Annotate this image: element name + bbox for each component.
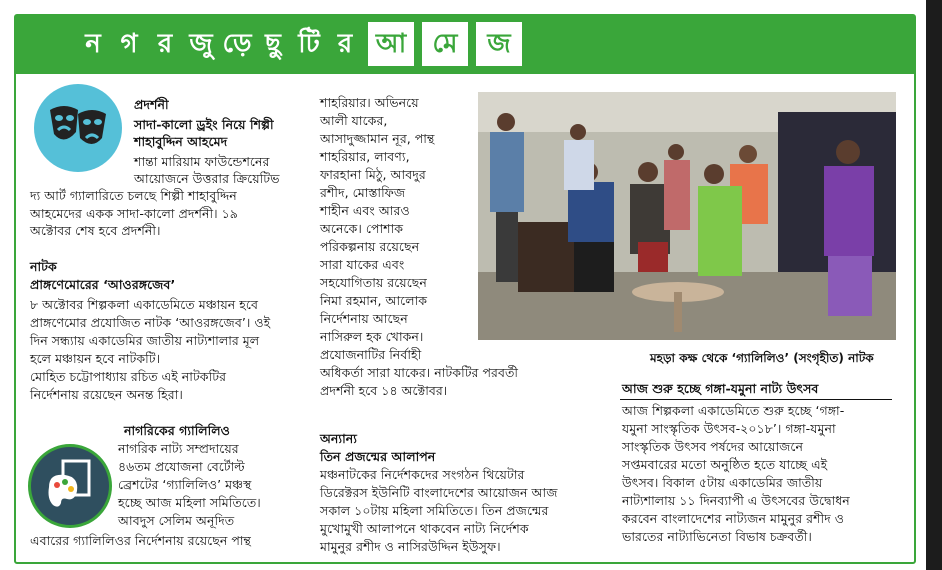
- exhibition-body: অক্টোবর শেষ হবে প্রদর্শনী।: [30, 223, 161, 238]
- section-banner: [16, 16, 914, 74]
- banner-char: টি: [298, 29, 320, 59]
- cast-text: নিমা রহমান, আলোক: [320, 293, 428, 308]
- cast-text: শাহীন এবং আরও: [320, 203, 410, 218]
- festival-body: যমুনা সাংস্কৃতিক উৎসব-২০১৮’। গঙ্গা-যমুনা: [622, 421, 836, 436]
- festival-body: সপ্তমবারের মতো অনুষ্ঠিত হতে যাচ্ছে এই: [622, 457, 828, 472]
- cast-text: আলী যাকের,: [320, 113, 388, 128]
- festival-title: আজ শুরু হচ্ছে গঙ্গা-যমুনা নাট্য উৎসব: [622, 381, 819, 396]
- galileo-title: নাগরিকের গ্যালিলিও: [124, 423, 230, 438]
- others-category: অন্যান্য: [320, 431, 357, 446]
- play-body: দিন সন্ধ্যায় একাডেমির জাতীয় নাট্যশালার মূল: [30, 333, 260, 348]
- cast-text: অনেকে। পোশাক: [320, 221, 404, 236]
- rehearsal-photo: [478, 92, 896, 340]
- banner-boxed-char: আ: [368, 22, 414, 66]
- festival-body: করবেন বাংলাদেশের নাট্যজন মামুনুর রশীদ ও: [622, 511, 844, 526]
- banner-title: [76, 24, 362, 64]
- festival-body: সাংস্কৃতিক উৎসব পর্ষদের আয়োজনে: [622, 439, 803, 454]
- cast-text: পরিকল্পনায় রয়েছেন: [320, 239, 420, 254]
- exhibition-category: প্রদর্শনী: [134, 97, 169, 112]
- galileo-body: এবারের গ্যালিলিওর নির্দেশনায় রয়েছেন পান্থ: [30, 533, 251, 548]
- edge-strip: [926, 0, 942, 570]
- exhibition-title-2: শাহাবুদ্দিন আহমেদ: [134, 134, 228, 149]
- cast-text: ফারহানা মিঠু, আবদুর: [320, 167, 426, 182]
- cast-text: প্রযোজনাটির নির্বাহী: [320, 347, 422, 362]
- festival-body: আজ শিল্পকলা একাডেমিতে শুরু হচ্ছে ‘গঙ্গা-: [622, 403, 845, 418]
- banner-char: র: [337, 29, 353, 59]
- galileo-body: আবদুস সেলিম অনূদিত: [118, 513, 235, 528]
- cast-text: অধিকর্তা সারা যাকের। নাটকটির পরবর্তী: [320, 365, 519, 380]
- others-body: ডিরেক্টরস ইউনিটি বাংলাদেশের আয়োজন আজ: [320, 485, 558, 500]
- galileo-body: হচ্ছে আজ মহিলা সমিতিতে।: [118, 495, 261, 510]
- exhibition-title-1: সাদা-কালো ড্রইং নিয়ে শিল্পী: [134, 117, 274, 132]
- cast-text: শাহরিয়ার। অভিনয়ে: [320, 95, 419, 110]
- painting-palette-icon: [28, 444, 112, 528]
- banner-title-boxed: [368, 22, 522, 66]
- festival-body: ভারতের নাট্যাভিনেতা বিভাষ চক্রবর্তী।: [622, 529, 812, 544]
- banner-char: ছু: [265, 29, 281, 59]
- play-body: ৮ অক্টোবর শিল্পকলা একাডেমিতে মঞ্চায়ন হবে: [30, 297, 258, 312]
- exhibition-body: আয়োজনে উত্তরার ক্রিয়েটিভ: [134, 171, 280, 186]
- play-body: হলে মঞ্চায়ন হবে নাটকটি।: [30, 351, 161, 366]
- cast-text: শাহরিয়ার, লাবণ্য,: [320, 149, 410, 164]
- banner-boxed-char: জ: [476, 22, 522, 66]
- galileo-body: ব্রেশটের ‘গ্যালিলিও’ মঞ্চস্থ: [118, 477, 252, 492]
- banner-char: র: [157, 29, 173, 59]
- cast-text: নাসিরুল হক খোকন।: [320, 329, 424, 344]
- play-category: নাটক: [30, 259, 57, 274]
- cast-text: আসাদুজ্জামান নূর, পান্থ: [320, 131, 435, 146]
- others-body: মুখোমুখী আলাপনে থাকবেন নাট্য নির্দেশক: [320, 521, 529, 536]
- others-body: সকাল ১০টায় মহিলা সমিতিতে। তিন প্রজন্মের: [320, 503, 549, 518]
- others-body: মামুনুর রশীদ ও নাসিরউদ্দিন ইউসুফ।: [320, 539, 501, 554]
- play-body: মোহিত চট্টোপাধ্যায় রচিত এই নাটকটির: [30, 369, 227, 384]
- others-body: মঞ্চনাটকের নির্দেশকদের সংগঠন থিয়েটার: [320, 467, 525, 482]
- exhibition-body: দ্য আর্ট গ্যালারিতে চলছে শিল্পী শাহাবুদ্দিন: [30, 188, 237, 203]
- cast-text: নির্দেশনায় আছেন: [320, 311, 408, 326]
- exhibition-body: শান্তা মারিয়াম ফাউন্ডেশনের: [134, 154, 270, 169]
- photo-caption: মহড়া কক্ষ থেকে ‘গ্যালিলিও’ (সংগৃহীত) নাটক: [650, 351, 874, 365]
- others-title: তিন প্রজন্মের আলাপন: [320, 449, 436, 464]
- exhibition-body: আহমেদের একক সাদা-কালো প্রদর্শনী। ১৯: [30, 206, 238, 221]
- banner-boxed-char: মে: [422, 22, 468, 66]
- banner-char: জু: [189, 29, 213, 59]
- play-title: প্রাঙ্গণেমোরের ‘আওরঙ্গজেব’: [30, 277, 176, 292]
- theatre-masks-icon: [34, 84, 122, 172]
- galileo-body: ৪৬তম প্রযোজনা বের্টোল্ট: [118, 459, 245, 474]
- cast-text: সারা যাকের এবং: [320, 257, 405, 272]
- festival-body: উৎসব। বিকাল ৫টায় একাডেমির জাতীয়: [622, 475, 823, 490]
- cast-text: রশীদ, মোস্তাফিজ: [320, 185, 406, 200]
- banner-char: গ: [120, 29, 138, 59]
- galileo-body: নাগরিক নাট্য সম্প্রদায়ের: [118, 441, 239, 456]
- banner-char: ন: [85, 29, 101, 59]
- banner-char: ড়ে: [222, 29, 252, 59]
- cast-text: সহযোগিতায় রয়েছেন: [320, 275, 427, 290]
- divider: [620, 399, 892, 400]
- cast-text: প্রদর্শনী হবে ১৪ অক্টোবর।: [320, 383, 448, 398]
- play-body: নির্দেশনায় রয়েছেন অনন্ত হিরা।: [30, 387, 183, 402]
- festival-body: নাট্যশালায় ১১ দিনব্যাপী এ উৎসবের উদ্বোধন: [622, 493, 850, 508]
- play-body: প্রাঙ্গণেমোর প্রযোজিত নাটক ‘আওরঙ্গজেব’। ওই: [30, 315, 271, 330]
